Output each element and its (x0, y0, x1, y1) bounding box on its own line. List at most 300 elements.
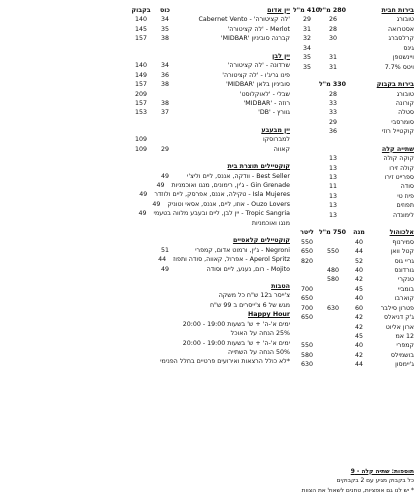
section-header-row (128, 6, 290, 15)
price-cell (154, 310, 176, 319)
section-title: הטבות (271, 282, 290, 290)
item-name: Negroni - ג'ין, ורמוט אדום, קמפרי (195, 246, 290, 254)
price-cell: 49 (160, 172, 169, 180)
price-cell: 29 (160, 145, 169, 153)
menu-item-row (294, 294, 414, 303)
section-title: קוקטיילים קלאסיים (232, 237, 290, 245)
menu-item-row (294, 201, 414, 210)
price-cell (128, 329, 154, 338)
price-cell (294, 182, 320, 191)
footer-line: כל בקבוק מגיע עם 2 בקבוקים (336, 478, 414, 485)
price-cell (154, 236, 176, 245)
price-cell: כוס (159, 7, 170, 14)
price-cell: 140 (134, 16, 148, 24)
section-title: בירות בקבוק (376, 81, 414, 89)
item-name: גוורץ - 'DB' (258, 109, 290, 117)
price-cell (138, 357, 160, 366)
menu-item-row (294, 182, 414, 191)
price-cell: 45 (354, 333, 363, 340)
menu-item-row (128, 108, 290, 117)
item-name: ימים א'-ה' + ש' בשעות 19:00 - 20:00 (182, 339, 290, 347)
price-cell (128, 162, 154, 171)
menu-item-row (128, 190, 290, 199)
price-cell: 33 (328, 109, 337, 117)
price-cell: 700 (300, 285, 314, 293)
price-cell (154, 126, 176, 135)
menu-item-row (294, 127, 414, 136)
price-cell (128, 291, 154, 300)
section-header-row (128, 126, 290, 135)
price-cell: מנה (353, 229, 365, 237)
section-header-row (294, 6, 414, 15)
item-name: קוקטייל רוזי (382, 128, 414, 136)
price-cell (128, 236, 154, 245)
price-cell: 13 (328, 211, 337, 219)
section-header-row (294, 80, 414, 89)
price-cell (154, 135, 176, 144)
item-name: Aperol Spritz - אפרול, קאווה, סודה ותפוז (173, 256, 290, 264)
item-name: ג'ק דניאלס (383, 314, 414, 322)
price-cell (320, 341, 346, 350)
price-cell: 13 (328, 202, 337, 210)
price-cell (294, 323, 320, 332)
price-cell: 31 (328, 63, 337, 71)
section-gap (128, 274, 290, 282)
price-cell: 480 (326, 266, 340, 274)
item-name: טובורג (396, 16, 414, 24)
item-name: קוארבו (394, 295, 414, 303)
item-name: רוזה - 'MIDBAR' (243, 99, 290, 107)
menu-item-row (294, 108, 414, 117)
price-cell: 30 (328, 35, 337, 43)
menu-item-row (128, 172, 290, 181)
section-header-row (128, 162, 290, 171)
section-header-row (294, 228, 414, 237)
price-cell: 157 (134, 35, 148, 43)
item-name: ג'יימסון (395, 361, 414, 369)
item-name: 25% הנחה על האוכל (230, 330, 290, 338)
menu-item-row (294, 90, 414, 99)
price-cell (320, 313, 346, 322)
price-cell (294, 275, 320, 284)
menu-item-row (294, 313, 414, 322)
price-cell: 38 (160, 81, 169, 89)
item-name: טנקרי (397, 276, 414, 284)
item-name: סמירנוף (392, 238, 414, 246)
price-cell (320, 257, 346, 266)
price-cell (128, 219, 154, 228)
price-cell: 280 מ"ל (319, 7, 346, 14)
price-cell: 149 (134, 71, 148, 79)
price-cell: 42 (354, 351, 363, 359)
price-cell: 38 (160, 99, 169, 107)
price-cell: 580 (300, 351, 314, 359)
item-name: שבלי - 'לאוקלוסט' (239, 90, 290, 98)
item-name: לימונדה (392, 211, 414, 219)
price-cell (320, 332, 346, 341)
price-cell: 44 (158, 256, 167, 264)
item-name: Merlot - 'לה קציטורה' (227, 25, 290, 33)
price-cell (320, 323, 346, 332)
menu-item-row (294, 53, 414, 62)
item-name: *לא כולל הרצאות ואירועים פרטיים בחלל הפנימי (160, 358, 290, 366)
price-cell (128, 52, 154, 61)
item-name: קרלסברג (388, 35, 414, 43)
menu-item-row (128, 15, 290, 24)
price-cell (294, 154, 320, 163)
section-header-row (128, 52, 290, 61)
price-cell (154, 162, 176, 171)
item-name: סומרסבי (391, 118, 414, 126)
item-name: Ouzo Lovers - אוזו, ליים, אננס, אסאי וטוניק (167, 200, 290, 208)
menu-item-row (294, 192, 414, 201)
price-cell: 750 מ"ל (319, 229, 346, 237)
price-cell (112, 357, 138, 366)
item-name: קוקה קולה (383, 155, 414, 163)
price-cell: 35 (160, 25, 169, 33)
price-cell (154, 329, 176, 338)
menu-item-row (128, 219, 290, 228)
price-cell (154, 339, 176, 348)
item-name: קברנה סוביניון 'MIDBAR' (220, 35, 290, 43)
menu-item-row (294, 99, 414, 108)
price-cell: 410 מ"ל (293, 7, 320, 14)
price-cell: ליטר (300, 229, 314, 237)
item-name: טובורג (396, 90, 414, 98)
footer-notes (274, 468, 414, 496)
price-cell (294, 332, 320, 341)
menu-item-row (128, 145, 290, 154)
menu-item-row (128, 99, 290, 108)
item-name: קמפרי (396, 342, 414, 350)
price-cell (128, 339, 154, 348)
menu-item-row (294, 304, 414, 313)
item-name: תפוזים (396, 202, 414, 210)
price-cell: בקבוק (131, 7, 151, 14)
price-cell (119, 200, 145, 209)
price-cell: 40 (354, 295, 363, 303)
price-cell (294, 173, 320, 182)
price-cell (128, 320, 154, 329)
price-cell: 49 (138, 210, 147, 218)
menu-item-row (294, 332, 414, 341)
item-name: קולה זירו (389, 164, 414, 172)
menu-item-row (128, 301, 290, 310)
menu-item-row (294, 34, 414, 43)
item-name: קורונה (395, 99, 414, 107)
section-gap (128, 154, 290, 162)
price-cell: 650 (300, 314, 314, 322)
menu-item-row (128, 320, 290, 329)
menu-item-row (128, 329, 290, 338)
menu-item-row (294, 211, 414, 220)
item-name: ארון אליוט (385, 323, 414, 331)
price-cell: 36 (328, 128, 337, 136)
price-cell (154, 90, 176, 99)
item-name: סודה (400, 183, 414, 191)
price-cell: 13 (328, 155, 337, 163)
menu-item-row (128, 135, 290, 144)
menu-item-row (128, 339, 290, 348)
price-cell (320, 294, 346, 303)
menu-item-row (128, 181, 290, 190)
section-header-row (128, 236, 290, 245)
menu-item-row (294, 275, 414, 284)
price-cell (320, 44, 346, 53)
price-cell: 630 (300, 361, 314, 369)
price-cell (125, 255, 151, 264)
price-cell: 26 (328, 16, 337, 24)
price-cell (294, 192, 320, 201)
item-name: ויינשטפן (392, 54, 414, 62)
price-cell: 44 (354, 248, 363, 256)
item-name: גינס (403, 44, 414, 52)
price-cell (154, 52, 176, 61)
price-cell: 550 (300, 342, 314, 350)
menu-item-row (128, 25, 290, 34)
price-cell: 28 (328, 90, 337, 98)
price-cell (128, 246, 154, 255)
price-cell (320, 285, 346, 294)
price-cell (294, 127, 320, 136)
menu-item-row (294, 247, 414, 256)
menu-item-row (128, 265, 290, 274)
menu-item-row (294, 323, 414, 332)
price-cell: 35 (302, 54, 311, 62)
price-cell: 45 (354, 285, 363, 293)
price-cell: 13 (328, 192, 337, 200)
beer-soft-alcohol-column (294, 6, 414, 370)
menu-item-row (294, 351, 414, 360)
footer-line: * יש לנו גם אופציות, טחנים לשאול את הצוות (301, 487, 414, 494)
price-cell (106, 209, 132, 218)
menu-item-row (294, 266, 414, 275)
price-cell: 157 (134, 81, 148, 89)
item-name: 12 אמ (395, 333, 414, 340)
price-cell: 42 (354, 323, 363, 331)
price-cell: 31 (328, 54, 337, 62)
item-name: סוביניון בלאן 'MIDBAR' (226, 81, 290, 89)
item-name: ימים א'-ה' + ש' בשעות 19:00 - 20:00 (182, 320, 290, 328)
section-title: יין מבעבע (261, 126, 290, 134)
menu-item-row (128, 200, 290, 209)
price-cell (320, 360, 346, 369)
item-name: Best Seller - וודקה, אננס, ליים וליצ'י (186, 172, 290, 180)
item-name: פיוז טי (397, 192, 414, 200)
menu-item-row (294, 173, 414, 182)
price-cell: 650 (300, 295, 314, 303)
price-cell: 38 (160, 35, 169, 43)
price-cell (128, 310, 154, 319)
item-name: 'לה קציטורה' - Cabernet Vento (198, 16, 290, 24)
section-title: Happy Hour (247, 311, 290, 319)
price-cell: 330 מ"ל (319, 81, 346, 89)
price-cell: 49 (160, 265, 169, 273)
price-cell: 49 (152, 200, 161, 208)
price-cell: 140 (134, 62, 148, 70)
item-name: Gin Grenade - ג'ין, רימונים, מנגו ואוכמניות (171, 182, 290, 189)
price-cell (128, 265, 154, 274)
price-cell: 49 (156, 182, 165, 189)
section-title: יין אדום (267, 7, 290, 14)
price-cell (124, 181, 150, 190)
price-cell: 31 (302, 25, 311, 33)
price-cell: 34 (302, 44, 311, 52)
price-cell (294, 266, 320, 275)
price-cell (294, 164, 320, 173)
price-cell: 51 (160, 246, 169, 254)
price-cell: 34 (160, 62, 169, 70)
price-cell: 630 (326, 304, 340, 312)
section-gap (294, 72, 414, 80)
price-cell (128, 348, 154, 357)
price-cell: 32 (302, 35, 311, 43)
price-cell: 33 (328, 99, 337, 107)
price-cell: 42 (354, 276, 363, 284)
section-gap (294, 137, 414, 145)
item-name: סטלה (398, 109, 414, 117)
section-header-row (294, 145, 414, 154)
menu-item-row (128, 90, 290, 99)
item-name: גריי גוס (394, 257, 414, 265)
price-cell: 13 (328, 174, 337, 181)
item-name: קאווה (273, 145, 290, 153)
price-cell: 580 (326, 276, 340, 284)
price-cell (294, 211, 320, 220)
price-cell: 29 (328, 118, 337, 126)
section-gap (128, 228, 290, 236)
section-title: קוקטיילים תוצרת בית (227, 163, 290, 171)
item-name: גורדונס (394, 266, 414, 274)
menu-item-row (294, 238, 414, 247)
price-cell (154, 301, 176, 310)
menu-item-row (128, 71, 290, 80)
price-cell: 700 (300, 304, 314, 312)
price-cell: 60 (354, 304, 363, 312)
price-cell: 209 (134, 90, 148, 98)
price-cell: 35 (302, 63, 311, 71)
price-cell (320, 145, 346, 154)
item-name: 50% הנחה על השתייה (227, 349, 290, 356)
price-cell (106, 190, 132, 199)
menu-item-row (294, 285, 414, 294)
section-title: יין לבן (272, 52, 290, 60)
price-cell: 109 (134, 145, 148, 153)
item-name: צ'ייסר ב12 ש"ח כל משקה (218, 292, 290, 300)
price-cell (294, 108, 320, 117)
menu-item-row (128, 61, 290, 70)
menu-item-row (128, 80, 290, 89)
wine-cocktails-column (128, 6, 290, 367)
price-cell: 28 (328, 25, 337, 33)
price-cell (320, 238, 346, 247)
price-cell: 29 (302, 16, 311, 24)
section-gap (128, 118, 290, 126)
menu-item-row (294, 341, 414, 350)
price-cell: 153 (134, 109, 148, 117)
section-gap (294, 220, 414, 228)
item-name: ספרייט זירו (384, 174, 414, 181)
menu-item-row (294, 25, 414, 34)
price-cell: 13 (328, 164, 337, 172)
price-cell (154, 320, 176, 329)
price-cell: 44 (354, 361, 363, 369)
menu-item-row (294, 154, 414, 163)
menu-item-row (294, 118, 414, 127)
menu-item-row (128, 357, 290, 366)
menu-item-row (128, 255, 290, 264)
price-cell: 145 (134, 25, 148, 33)
section-title: שתייה קלה (381, 145, 414, 153)
price-cell (294, 99, 320, 108)
price-cell (294, 118, 320, 127)
footer-line: תוספות: שתיה קלה - 9 (350, 468, 414, 475)
item-name: אסטרואה (388, 25, 414, 33)
item-name: פטרון סילבר (380, 304, 414, 312)
menu-item-row (128, 34, 290, 43)
menu-item-row (128, 348, 290, 357)
section-title: אלכוהול (389, 229, 414, 237)
price-cell (294, 80, 320, 89)
item-name: למברוסקו (262, 136, 290, 144)
menu-item-row (294, 164, 414, 173)
price-cell: 40 (354, 238, 363, 246)
price-cell (154, 219, 176, 228)
price-cell (128, 126, 154, 135)
price-cell: 820 (300, 257, 314, 265)
price-cell: 52 (354, 257, 363, 265)
item-name: פינו גריג'ו - 'לה קציטורה' (222, 71, 290, 79)
price-cell: 550 (300, 238, 314, 246)
price-cell (154, 282, 176, 291)
price-cell (154, 291, 176, 300)
price-cell: 34 (160, 16, 169, 24)
menu-item-row (294, 44, 414, 53)
price-cell: 40 (354, 266, 363, 274)
price-cell (320, 351, 346, 360)
price-cell (128, 301, 154, 310)
item-name: מנגו ואוכמניות (251, 219, 290, 227)
section-header-row (128, 282, 290, 291)
item-name: Mojito - רום, נענע, ליים וסודה (206, 265, 290, 273)
price-cell: 36 (160, 71, 169, 79)
price-cell: 40 (354, 342, 363, 350)
section-title: בירות חבית (381, 7, 414, 14)
item-name: בושמילס (390, 351, 414, 359)
price-cell: 550 (326, 248, 340, 256)
item-name: מגש של 6 צ'ייסרים ב 99 ש"ח (209, 301, 290, 309)
price-cell: 109 (134, 136, 148, 144)
menu-item-row (294, 63, 414, 72)
price-cell (128, 172, 154, 181)
menu-item-row (294, 15, 414, 24)
item-name: קטל וואן (390, 248, 414, 256)
section-header-row (128, 310, 290, 319)
item-name: שרדונה - 'לה קציטורה' (227, 62, 290, 70)
menu-item-row (128, 209, 290, 218)
price-cell (294, 145, 320, 154)
price-cell: 37 (160, 109, 169, 117)
section-gap (128, 44, 290, 52)
item-name: ויטס 7.7% (384, 63, 414, 71)
price-cell: 49 (139, 191, 148, 199)
price-cell: 42 (354, 314, 363, 322)
menu-item-row (128, 291, 290, 300)
menu-item-row (294, 360, 414, 369)
item-name: Isla Mujeres - טקילה, אננס, אפרסק, ליים ולוזדר (154, 191, 290, 199)
menu-item-row (128, 246, 290, 255)
item-name: בומביי (397, 285, 414, 293)
